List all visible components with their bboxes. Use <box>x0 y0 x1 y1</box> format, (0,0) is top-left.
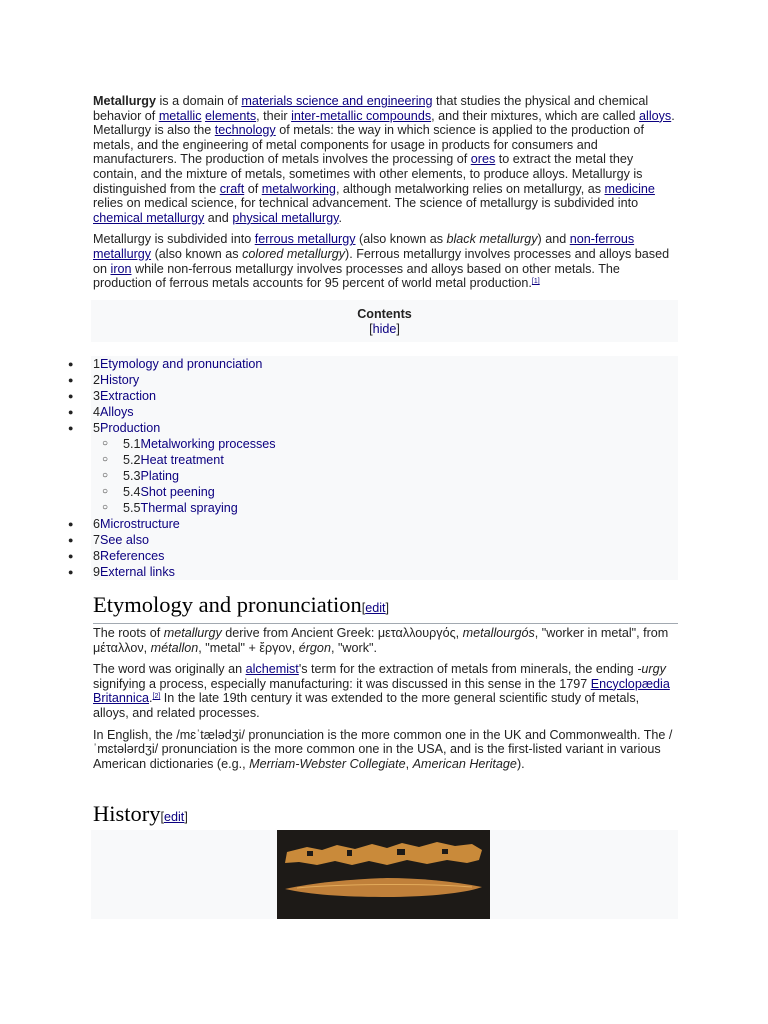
toc-item-number: 5.1 <box>123 437 141 451</box>
section-heading-history <box>93 801 678 833</box>
text-run: that studies the physical and chemical behavior of <box>93 94 649 123</box>
toc-item-label[interactable]: Metalworking processes <box>140 437 276 451</box>
bullet-icon: ● <box>68 567 74 577</box>
text-run: In English, the /mɛˈtælədʒi/ pronunciation is the more common one in the UK and Commonwealth. The /ˈmɛtələrdʒi/ pronunciation is the more common one in the USA, and is the first-listed variant in various American dictionaries (e.g., <box>93 727 673 771</box>
bullet-icon: ● <box>68 535 74 545</box>
bullet-icon: ● <box>68 551 74 561</box>
circle-bullet-icon: ○ <box>102 454 109 465</box>
toc-item-entry[interactable] <box>123 436 276 452</box>
text-run: of metals: the way in which science is applied to the production of metals, and the engineering of metal components for usage in products for consumers and manufacturers. The production of metals involves the processing of <box>93 123 644 167</box>
italic-text: Merriam-Webster Collegiate <box>249 756 406 771</box>
toc-item[interactable] <box>66 564 678 580</box>
toc-item[interactable] <box>66 356 678 372</box>
etymology-paragraph-3 <box>93 728 677 772</box>
toc-item[interactable] <box>66 516 678 532</box>
inline-link[interactable]: materials science and engineering <box>241 94 433 108</box>
toc-hide-link[interactable]: hide <box>372 322 397 336</box>
italic-text: -urgy <box>637 662 666 677</box>
toc-item-entry[interactable] <box>123 484 215 500</box>
gold-artifacts-illustration <box>277 830 490 919</box>
text-run: , <box>405 756 413 771</box>
etymology-heading-text: Etymology and pronunciation <box>93 592 362 617</box>
text-run: to extract the metal they contain, and the mixture of metals, sometimes with other elements, to produce alloys. Metallurgy is distinguished from the <box>93 152 643 196</box>
toc-item-number: 3 <box>93 389 101 403</box>
toc-item[interactable] <box>66 548 678 564</box>
inline-link[interactable]: technology <box>214 123 276 138</box>
toc-item-label[interactable]: Shot peening <box>140 485 215 499</box>
toc-item-entry[interactable] <box>93 372 139 388</box>
bullet-icon: ● <box>68 519 74 529</box>
toc-item-number: 8 <box>93 549 101 563</box>
toc-item-number: 4 <box>93 405 101 419</box>
text-run: and <box>204 210 233 225</box>
citation-link[interactable]: [2] <box>152 693 161 701</box>
bullet-icon: ● <box>68 359 74 369</box>
toc-item-number: 1 <box>93 357 101 371</box>
toc-item[interactable] <box>66 372 678 388</box>
italic-text: érgon <box>298 640 331 655</box>
toc-item-label[interactable]: History <box>100 373 140 387</box>
toc-item-label[interactable]: Heat treatment <box>140 453 224 467</box>
bullet-icon: ● <box>68 407 74 417</box>
italic-text: American Heritage <box>412 756 517 771</box>
text-run: , "metal" + ἔργον, <box>198 640 299 655</box>
toc-item-number: 2 <box>93 373 101 387</box>
text-run: The roots of <box>93 626 164 640</box>
circle-bullet-icon: ○ <box>102 486 109 497</box>
italic-text: black metallurgy <box>446 232 538 247</box>
italic-text: metallurgy <box>163 626 222 640</box>
toc-item[interactable] <box>66 484 678 500</box>
text-run: of <box>244 181 262 196</box>
text-run: ). <box>516 756 525 771</box>
toc-item[interactable] <box>66 468 678 484</box>
inline-link[interactable]: non-ferrous metallurgy <box>93 232 635 261</box>
toc-item-entry[interactable] <box>123 500 238 516</box>
toc-item-number: 9 <box>93 565 101 579</box>
toc-item[interactable] <box>66 500 678 516</box>
toc-title: Contents <box>357 307 412 321</box>
bullet-icon: ● <box>68 423 74 433</box>
article-intro <box>93 94 677 291</box>
etymology-paragraph-1 <box>93 626 677 655</box>
toc-item-label[interactable]: Etymology and pronunciation <box>100 357 263 371</box>
intro-paragraph-2 <box>93 232 677 290</box>
history-heading-text: History <box>93 801 161 826</box>
inline-link[interactable]: ferrous metallurgy <box>254 232 356 247</box>
toc-item-label[interactable]: Microstructure <box>100 517 180 531</box>
toc-item-background <box>91 532 678 548</box>
toc-item-entry[interactable] <box>93 356 262 372</box>
italic-text: metallourgós <box>462 626 535 640</box>
toc-item-number: 6 <box>93 517 101 531</box>
inline-link[interactable]: chemical metallurgy <box>93 210 205 225</box>
toc-item-entry[interactable] <box>93 516 180 532</box>
text-run: . Metallurgy is also the <box>93 108 675 138</box>
toc-item-background <box>91 420 678 436</box>
toc-item-background <box>91 404 678 420</box>
toc-item-label[interactable]: Plating <box>140 469 180 483</box>
bullet-icon: ● <box>68 391 74 401</box>
toc-list <box>66 356 678 580</box>
inline-link[interactable]: alloys <box>639 108 672 123</box>
text-run: (also known as <box>355 232 447 247</box>
circle-bullet-icon: ○ <box>102 438 109 449</box>
bold-term: Metallurgy <box>93 94 156 108</box>
text-run: (also known as <box>151 246 243 261</box>
toc-item-label[interactable]: Alloys <box>100 405 134 419</box>
inline-link[interactable]: inter-metallic compounds <box>291 108 432 123</box>
toc-item[interactable] <box>66 388 678 404</box>
toc-item-label[interactable]: Production <box>100 421 161 435</box>
intro-paragraph-1 <box>93 94 677 225</box>
text-run: , "work". <box>330 640 377 655</box>
inline-link[interactable]: ores <box>470 152 496 167</box>
text-run: signifying a process, especially manufacturing: it was discussed in this sense in the 1797 <box>93 676 591 691</box>
toc-item-label[interactable]: References <box>100 549 165 563</box>
toc-item-entry[interactable] <box>123 452 224 468</box>
toc-item-entry[interactable] <box>93 548 164 564</box>
toc-item-number: 5.3 <box>123 469 141 483</box>
toc-item[interactable] <box>66 420 678 436</box>
edit-link-text[interactable]: edit <box>365 601 386 615</box>
toc-item[interactable] <box>66 404 678 420</box>
toc-item-entry[interactable] <box>93 404 134 420</box>
toc-item-label[interactable]: Extraction <box>100 389 157 403</box>
inline-link[interactable]: iron <box>110 261 132 276</box>
text-run: derive from Ancient Greek: μεταλλουργός, <box>221 626 463 640</box>
inline-link[interactable]: physical metallurgy <box>232 210 339 225</box>
italic-text: colored metallurgy <box>242 246 345 261</box>
text-run: Metallurgy is subdivided into <box>93 232 255 247</box>
text-run: , and their mixtures, which are called <box>431 108 640 123</box>
toc-item-background <box>91 468 678 484</box>
toc-item[interactable] <box>66 452 678 468</box>
text-run: is a domain of <box>155 94 242 108</box>
toc-item-number: 5.5 <box>123 501 141 515</box>
text-run: . <box>338 210 342 225</box>
edit-link-text[interactable]: edit <box>164 810 185 824</box>
text-run: ) and <box>537 232 570 247</box>
text-run: while non-ferrous metallurgy involves processes and alloys based on other metals. The production of ferrous metals accounts for 95 percent of world metal production. <box>93 261 620 291</box>
citation-link[interactable]: [1] <box>531 278 540 286</box>
section-heading-etymology <box>93 592 678 624</box>
toc-item-label[interactable]: Thermal spraying <box>140 501 238 515</box>
toc-item-number: 5.2 <box>123 453 141 467</box>
toc-item-background <box>91 372 678 388</box>
inline-link[interactable]: Encyclopædia Britannica <box>93 676 670 706</box>
toc-header <box>91 300 678 342</box>
edit-section-link[interactable]: [edit] <box>361 601 390 615</box>
inline-link[interactable]: metalworking <box>261 181 336 196</box>
history-figure <box>91 830 678 919</box>
edit-section-link[interactable]: [edit] <box>160 810 188 824</box>
toc-item-entry[interactable] <box>93 532 149 548</box>
bullet-icon: ● <box>68 375 74 385</box>
toc-item-label[interactable]: External links <box>100 565 175 579</box>
toc-item-background <box>91 548 678 564</box>
toc-item-entry[interactable] <box>123 468 179 484</box>
text-run: . <box>149 691 153 706</box>
etymology-paragraph-2 <box>93 662 677 720</box>
circle-bullet-icon: ○ <box>102 470 109 481</box>
toc-item-entry[interactable] <box>93 420 160 436</box>
italic-text: métallon <box>150 640 199 655</box>
toc-item[interactable] <box>66 532 678 548</box>
text-run: relies on medical science, for technical advancement. The science of metallurgy is subdivided into <box>93 196 639 211</box>
toc-item-label[interactable]: See also <box>100 533 150 547</box>
toc-item[interactable] <box>66 436 678 452</box>
circle-bullet-icon: ○ <box>102 502 109 513</box>
toc-item-number: 5.4 <box>123 485 141 499</box>
toc-item-number: 7 <box>93 533 101 547</box>
toc-hide-toggle[interactable]: [hide] <box>369 322 400 336</box>
inline-link[interactable]: alchemist <box>245 662 299 677</box>
text-run: 's term for the extraction of metals from minerals, the ending <box>298 662 638 677</box>
inline-link[interactable]: metallic <box>158 108 202 123</box>
toc-item-entry[interactable] <box>93 388 156 404</box>
text-run: In the late 19th century it was extended to the more general scientific study of metals, alloys, and related processes. <box>93 691 640 720</box>
toc-item-number: 5 <box>93 421 101 435</box>
etymology-body <box>93 626 677 771</box>
text-run: , although metalworking relies on metallurgy, as <box>335 181 605 196</box>
toc-item-entry[interactable] <box>93 564 175 580</box>
text-run: ). Ferrous metallurgy involves processes and alloys based on <box>93 246 670 276</box>
inline-link[interactable]: elements <box>205 108 257 123</box>
inline-link[interactable]: medicine <box>604 181 655 196</box>
gold-artifacts-image[interactable] <box>277 830 490 919</box>
text-run: , their <box>256 108 292 123</box>
inline-link[interactable]: craft <box>219 181 245 196</box>
toc-item-background <box>91 564 678 580</box>
text-run: , "worker in metal", from μέταλλον, <box>93 626 669 655</box>
toc-item-background <box>91 388 678 404</box>
text-run: The word was originally an <box>93 662 246 677</box>
